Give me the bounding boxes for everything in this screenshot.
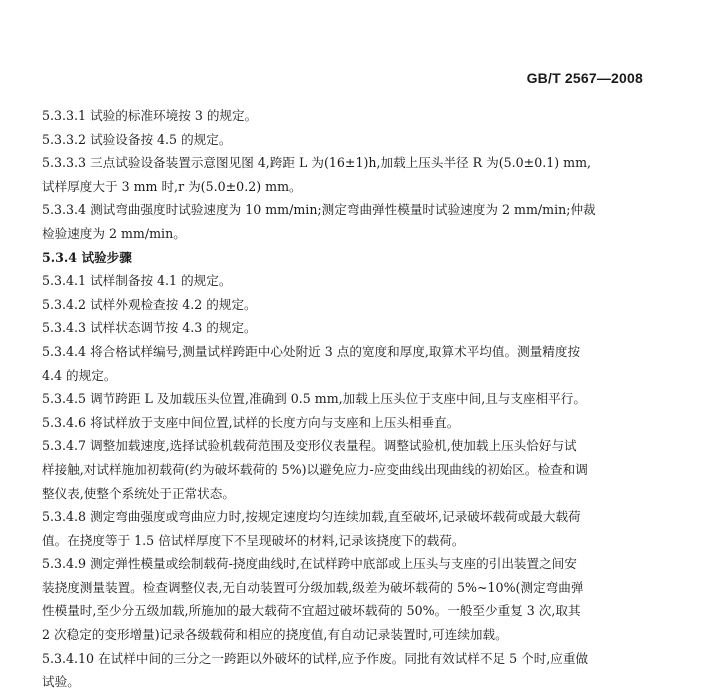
text-line: 5.3.4.2 试样外观检查按 4.2 的规定。: [42, 296, 257, 312]
text-line: 试验。: [42, 674, 80, 690]
text-line: 5.3.4.3 试样状态调节按 4.3 的规定。: [42, 320, 257, 336]
text-line: 5.3.3.1 试验的标准环境按 3 的规定。: [42, 108, 258, 123]
text-line: 值。在挠度等于 1.5 倍试样厚度下不呈现破坏的材料,记录该挠度下的载荷。: [42, 532, 465, 548]
text-line: 性模量时,至少分五级加载,所施加的最大载荷不宜超过破坏载荷的 50%。一般至少重复 3 次,取其: [42, 603, 581, 619]
standard-number: GB/T 2567—2008: [526, 70, 643, 86]
text-line: 5.3.4.7 调整加载速度,选择试验机载荷范围及变形仪表量程。调整试验机,使加载上压头恰好与试: [42, 438, 577, 454]
text-line: 5.3.3.4 测试弯曲强度时试验速度为 10 mm/min;测定弯曲弹性模量时试验速度为 2 mm/min;仲裁: [42, 202, 596, 218]
text-line: 检验速度为 2 mm/min。: [42, 225, 186, 241]
text-line: 5.3.4.6 将试样放于支座中间位置,试样的长度方向与支座和上压头相垂直。: [42, 414, 460, 430]
text-line: 5.3.4.10 在试样中间的三分之一跨距以外破坏的试样,应予作废。同批有效试样不足 5 个时,应重做: [42, 650, 589, 666]
text-line: 5.3.4.5 调节跨距 L 及加载压头位置,准确到 0.5 mm,加载上压头位于支座中间,且与支座相平行。: [42, 391, 586, 407]
document-body: [42, 104, 660, 694]
text-line: 2 次稳定的变形增量)记录各级载荷和相应的挠度值,有自动记录装置时,可连续加载。: [42, 627, 508, 643]
text-line: 5.3.4.8 测定弯曲强度或弯曲应力时,按规定速度均匀连续加载,直至破坏,记录破坏载荷或最大载荷: [42, 509, 581, 525]
section-heading: 5.3.4 试验步骤: [42, 249, 132, 265]
text-line: 5.3.3.2 试验设备按 4.5 的规定。: [42, 131, 232, 147]
text-line: 5.3.3.3 三点试验设备装置示意图见图 4,跨距 L 为(16±1)h,加载上压头半径 R 为(5.0±0.1) mm,: [42, 155, 592, 171]
text-line: 试样厚度大于 3 mm 时,r 为(5.0±0.2) mm。: [42, 178, 302, 194]
text-line: 整仪表,使整个系统处于正常状态。: [42, 485, 235, 501]
text-line: 5.3.4.9 测定弹性模量或绘制载荷-挠度曲线时,在试样跨中底部或上压头与支座的引出装置之间安: [42, 556, 577, 572]
text-line: 样接触,对试样施加初载荷(约为破坏载荷的 5%)以避免应力-应变曲线出现曲线的初始区。检查和调: [42, 461, 588, 477]
text-line: 装挠度测量装置。检查调整仪表,无自动装置可分级加载,级差为破坏载荷的 5%~10%(测定弯曲弹: [42, 579, 584, 595]
text-line: 5.3.4.4 将合格试样编号,测量试样跨距中心处附近 3 点的宽度和厚度,取算术平均值。测量精度按: [42, 343, 581, 359]
text-line: 5.3.4.1 试样制备按 4.1 的规定。: [42, 273, 232, 289]
text-line: 4.4 的规定。: [42, 367, 117, 383]
